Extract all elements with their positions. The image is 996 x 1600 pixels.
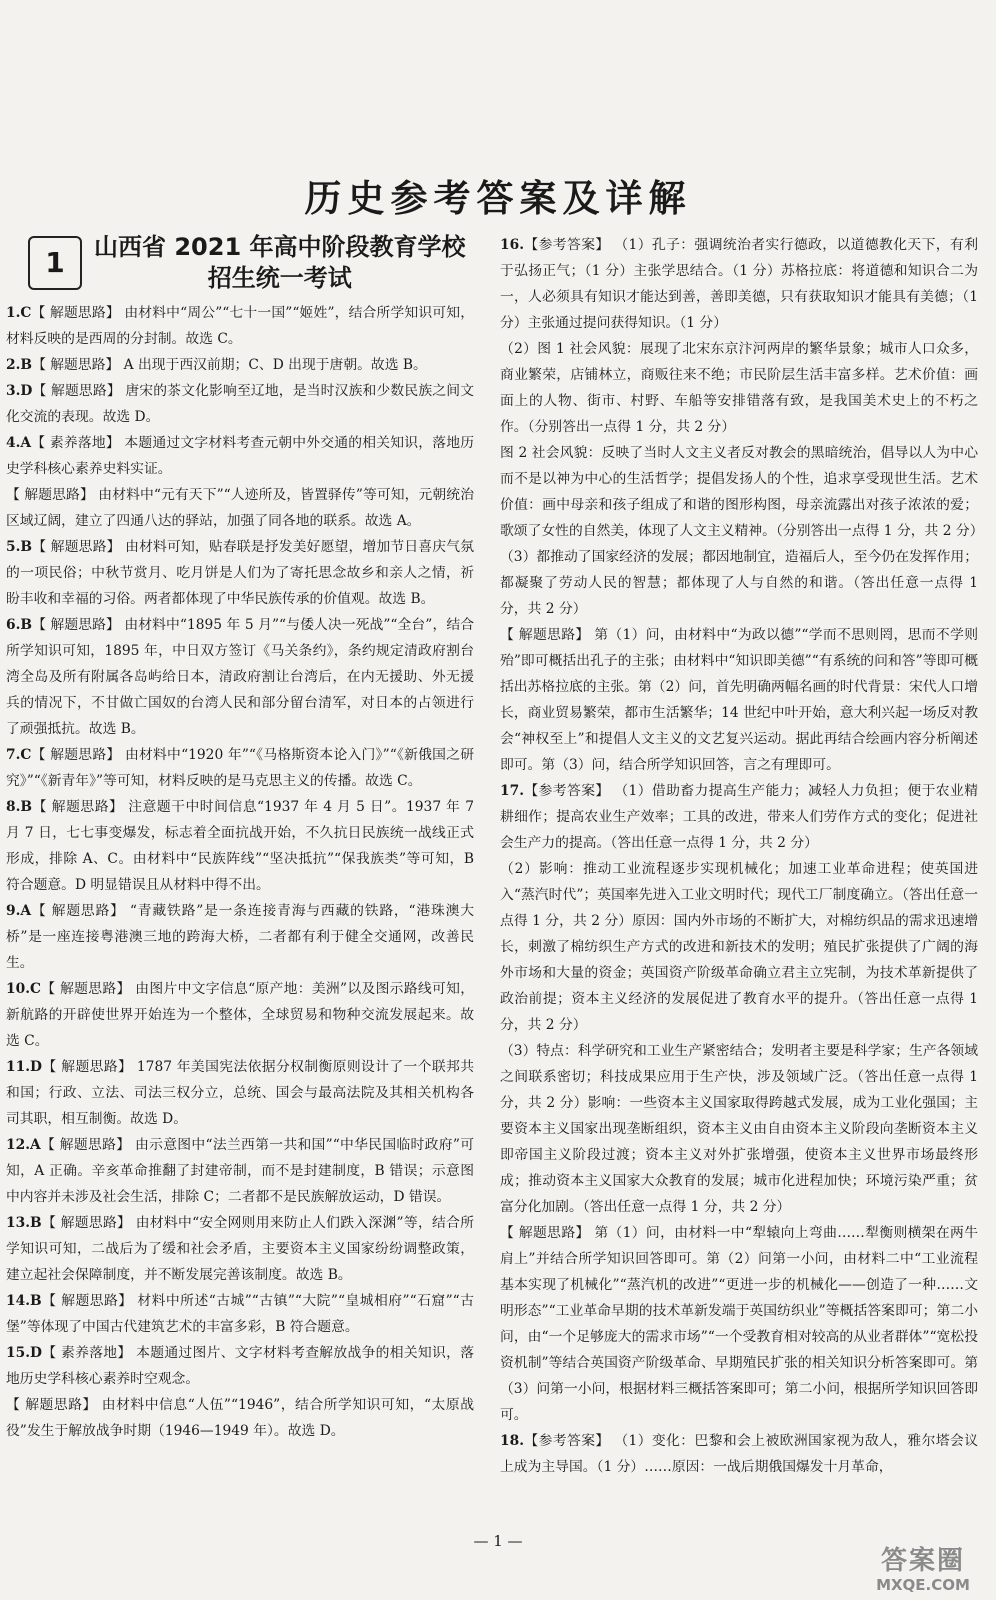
answer-item: [500, 778, 978, 856]
answer-item: [6, 1288, 474, 1340]
answer-text: 【 解题思路】 唐宋的茶文化影响至辽地，是当时汉族和少数民族之间文化交流的表现。故选 D。: [6, 383, 474, 425]
answer-list-left: [6, 300, 474, 1444]
answer-item: [500, 1220, 978, 1428]
answer-number: 2.B: [6, 357, 33, 373]
section-heading: [94, 232, 466, 294]
answer-item: [6, 976, 474, 1054]
answer-text: 【 解题思路】 “青藏铁路”是一条连接青海与西藏的铁路，“港珠澳大桥”是一座连接粤港澳三地的跨海大桥，二者都有利于健全交通网，改善民生。: [6, 903, 474, 971]
answer-text: （3）都推动了国家经济的发展；都因地制宜，造福后人，至今仍在发挥作用；都凝聚了劳动人民的智慧；都体现了人与自然的和谐。（答出任意一点得 1 分，共 2 分）: [500, 549, 978, 617]
answer-text: 图 2 社会风貌：反映了当时人文主义者反对教会的黑暗统治，倡导以人为中心而不是以神为中心的生活哲学；提倡发扬人的个性，追求享受现世生活。艺术价值：画中母亲和孩子组成了和谐的图形构图，母亲流露出对孩子浓浓的爱；歌颂了女性的自然美，体现了人文主义精神。（分别答出一点得 1 分，共 2 分）: [500, 445, 984, 539]
answer-text: 【参考答案】 （1）孔子：强调统治者实行德政，以道德教化天下，有利于弘扬正气；（1 分）主张学思结合。（1 分）苏格拉底：将道德和知识合二为一，人必须具有知识才能达到善，善即美德，只有获取知识才能具有美德；（1 分）主张通过提问获得知识。（1 分）: [500, 237, 978, 331]
answer-item: [6, 534, 474, 612]
section-heading-line1: 山西省 2021 年高中阶段教育学校: [94, 233, 466, 261]
answer-text: 【 解题思路】 由材料中“1920 年”“《马格斯资本论入门》”“《新俄国之研究》”“《新青年》”等可知，材料反映的是马克思主义的传播。故选 C。: [6, 747, 474, 789]
answer-item: [6, 742, 474, 794]
answer-text: 【 解题思路】 第（1）问，由材料中“为政以德”“学而不思则罔，思而不学则殆”即可概括出孔子的主张；由材料中“知识即美德”“有系统的问和答”等即可概括出苏格拉底的主张。第（2）问，首先明确两幅名画的时代背景：宋代人口增长，商业贸易繁荣，都市生活繁华；14 世纪中叶开始，意大利兴起一场反对教会“神权至上”和提倡人文主义的文艺复兴运动。据此再结合绘画内容分析阐述即可。第（3）问，结合所学知识回答，言之有理即可。: [500, 627, 978, 773]
answer-text: 【 解题思路】 由材料可知，贴春联是抒发美好愿望，增加节日喜庆气氛的一项民俗；中秋节赏月、吃月饼是人们为了寄托思念故乡和亲人之情，祈盼丰收和幸福的习俗。两者都体现了中华民族传承的价值观。故选 B。: [6, 539, 474, 607]
answer-item: [500, 1428, 978, 1480]
answer-text: 【 解题思路】 由材料中“元有天下”“人迹所及，皆置驿传”等可知，元朝统治区域辽阔，建立了四通八达的驿站，加强了同各地的联系。故选 A。: [6, 487, 474, 529]
answer-text: 【 解题思路】 A 出现于西汉前期；C、D 出现于唐朝。故选 B。: [32, 357, 427, 373]
answer-number: 4.A: [6, 435, 32, 451]
answer-number: 8.B: [6, 799, 33, 815]
answer-text: 【 素养落地】 本题通过图片、文字材料考查解放战争的相关知识，落地历史学科核心素养时空观念。: [6, 1345, 474, 1387]
answer-item: [6, 378, 474, 430]
answer-number: 5.B: [6, 539, 33, 555]
answer-item: [500, 622, 978, 778]
answer-text: 【参考答案】 （1）借助畜力提高生产能力；减轻人力负担；便于农业精耕细作；提高农业生产效率；工具的改进，带来人们劳作方式的变化；促进社会生产力的提高。（答出任意一点得 1 分，共 2 分）: [500, 783, 978, 851]
answer-item: [500, 440, 984, 544]
answer-number: 12.A: [6, 1137, 41, 1153]
answer-text: 【 解题思路】 由图片中文字信息“原产地：美洲”以及图示路线可知，新航路的开辟使世界开始连为一个整体，全球贸易和物种交流发展起来。故选 C。: [6, 981, 474, 1049]
answer-number: 6.B: [6, 617, 33, 633]
answer-item: [6, 1392, 474, 1444]
answer-number: 9.A: [6, 903, 32, 919]
answer-text: 【 解题思路】 材料中所述“古城”“古镇”“大院”“皇城相府”“石窟”“古堡”等体现了中国古代建筑艺术的丰富多彩，B 符合题意。: [6, 1293, 474, 1335]
watermark-line2: MXQE.COM: [876, 1576, 970, 1594]
section-heading-line2: 招生统一考试: [207, 264, 352, 292]
answer-number: 3.D: [6, 383, 33, 399]
answer-number: 10.C: [6, 981, 41, 997]
answer-item: [500, 232, 978, 336]
answer-text: 【 解题思路】 由材料中“1895 年 5 月”“与倭人决一死战”“全台”，结合所学知识可知，1895 年，中日双方签订《马关条约》，条约规定清政府割台湾全岛及所有附属各岛屿给日本，清政府割让台湾后，在内无援助、外无援兵的情况下，不甘做亡国奴的台湾人民和部分留台清军，对日本的占领进行了顽强抵抗。故选 B。: [6, 617, 474, 737]
answer-item: [6, 898, 474, 976]
answer-number: 1.C: [6, 305, 32, 321]
answer-text: 【参考答案】 （1）变化：巴黎和会上被欧洲国家视为敌人，雅尔塔会议上成为主导国。（1 分）……原因：一战后期俄国爆发十月革命，: [500, 1433, 978, 1475]
watermark-logo: [858, 1546, 988, 1596]
answer-item: [6, 300, 474, 352]
answer-number: 17.: [500, 783, 525, 799]
answer-item: [6, 794, 474, 898]
answer-text: 【 解题思路】 1787 年美国宪法依据分权制衡原则设计了一个联邦共和国；行政、立法、司法三权分立，总统、国会与最高法院及其相关机构各司其职，相互制衡。故选 D。: [6, 1059, 474, 1127]
answer-text: 【 解题思路】 由材料中信息“人伍”“1946”，结合所学知识可知，“太原战役”发生于解放战争时期（1946—1949 年）。故选 D。: [6, 1397, 474, 1439]
answer-number: 7.C: [6, 747, 32, 763]
answer-number: 13.B: [6, 1215, 42, 1231]
answer-item: [6, 1210, 474, 1288]
right-column: [500, 232, 984, 1480]
answer-number: 16.: [500, 237, 525, 253]
answer-text: （2）影响：推动工业流程逐步实现机械化；加速工业革命进程；使英国进入“蒸汽时代”；英国率先进入工业文明时代；现代工厂制度确立。（答出任意一点得 1 分，共 2 分）原因：国内外市场的不断扩大，对棉纺织品的需求迅速增长，刺激了棉纺织生产方式的改进和新技术的发明；殖民扩张提供了广阔的海外市场和大量的资金；英国资产阶级革命确立君主立宪制，为技术革新提供了政治前提；资本主义经济的发展促进了教育水平的提升。（答出任意一点得 1 分，共 2 分）: [500, 861, 978, 1033]
answer-item: [6, 1340, 474, 1392]
answer-list-right: [500, 232, 984, 1480]
section-banner: [28, 232, 474, 294]
page-number: — 1 —: [473, 1532, 523, 1550]
section-number-badge: 1: [28, 236, 82, 290]
answer-number: 18.: [500, 1433, 525, 1449]
watermark-line1: 答案圈: [880, 1546, 965, 1576]
answer-text: 【 解题思路】 第（1）问，由材料一中“犁辕向上弯曲……犁衡则横架在两牛肩上”并结合所学知识回答即可。第（2）问第一小问，由材料二中“工业流程基本实现了机械化”“蒸汽机的改进”“更进一步的机械化——创造了一种……文明形态”“工业革命早期的技术革新发端于英国纺织业”等概括答案即可；第二小问，由“一个足够庞大的需求市场”“一个受教育相对较高的从业者群体”“宽松投资机制”等结合英国资产阶级革命、早期殖民扩张的相关知识分析答案即可。第（3）问第一小问，根据材料三概括答案即可；第二小问，根据所学知识回答即可。: [500, 1225, 978, 1423]
answer-text: 【 解题思路】 由材料中“安全网则用来防止人们跌入深渊”等，结合所学知识可知，二战后为了缓和社会矛盾，主要资本主义国家纷纷调整政策，建立起社会保障制度，并不断发展完善该制度。故选 B。: [6, 1215, 474, 1283]
page-title: 历史参考答案及详解: [304, 177, 692, 220]
answer-text: 【 解题思路】 注意题干中时间信息“1937 年 4 月 5 日”。1937 年 7 月 7 日，七七事变爆发，标志着全面抗战开始，不久抗日民族统一战线正式形成，排除 A、C。由材料中“民族阵线”“坚决抵抗”“保我族类”等可知，B 符合题意。D 明显错误且从材料中得不出。: [6, 799, 474, 893]
answer-item: [500, 336, 978, 440]
answer-item: [6, 352, 474, 378]
answer-item: [6, 1132, 474, 1210]
answer-number: 15.D: [6, 1345, 42, 1361]
left-column: [6, 232, 474, 1444]
answer-item: [500, 544, 978, 622]
answer-item: [6, 482, 474, 534]
answer-item: [6, 1054, 474, 1132]
answer-text: 【 素养落地】 本题通过文字材料考查元朝中外交通的相关知识，落地历史学科核心素养史料实证。: [6, 435, 474, 477]
answer-item: [6, 430, 474, 482]
answer-text: （2）图 1 社会风貌：展现了北宋东京汴河两岸的繁华景象；城市人口众多，商业繁荣，店铺林立，商贩往来不绝；市民阶层生活丰富多样。艺术价值：画面上的人物、街市、村野、车船等安排错落有致，是我国美术史上的不朽之作。（分别答出一点得 1 分，共 2 分）: [500, 341, 978, 435]
answer-number: 11.D: [6, 1059, 42, 1075]
answer-item: [500, 1038, 978, 1220]
answer-number: 14.B: [6, 1293, 42, 1309]
answer-item: [500, 856, 978, 1038]
answer-text: （3）特点：科学研究和工业生产紧密结合；发明者主要是科学家；生产各领域之间联系密切；科技成果应用于生产快，涉及领域广泛。（答出任意一点得 1 分，共 2 分）影响：一些资本主义国家取得跨越式发展，成为工业化强国；主要资本主义国家出现垄断组织，资本主义由自由资本主义阶段向垄断资本主义即帝国主义阶段过渡；资本主义对外扩张增强，使资本主义世界市场最终形成；推动资本主义国家大众教育的发展；城市化进程加快；环境污染严重；贫富分化加剧。（答出任意一点得 1 分，共 2 分）: [500, 1043, 978, 1215]
answer-text: 【 解题思路】 由材料中“周公”“七十一国”“姬姓”，结合所学知识可知，材料反映的是西周的分封制。故选 C。: [6, 305, 474, 347]
answer-item: [6, 612, 474, 742]
answer-text: 【 解题思路】 由示意图中“法兰西第一共和国”“中华民国临时政府”可知，A 正确。辛亥革命推翻了封建帝制，而不是封建制度，B 错误；示意图中内容并未涉及社会生活，排除 C；二者都不是民族解放运动，D 错误。: [6, 1137, 474, 1205]
